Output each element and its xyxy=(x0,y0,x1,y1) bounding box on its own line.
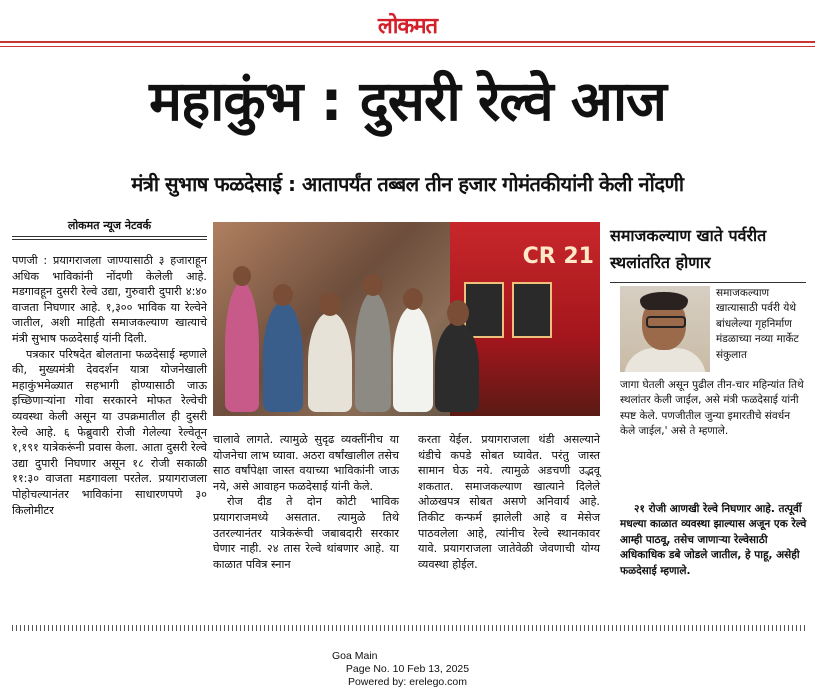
paragraph: करता येईल. प्रयागराजला थंडी असल्याने थंडीचे कपडे सोबत घ्यावेत. परंतु जास्त सामान घेऊ नये. त्यामुळे अडचणी उद्भवू शकतात. समाजकल्याण खात्याने दिलेले ओळखपत्र सोबत असणे अनिवार्य आहे. तिकीट कन्फर्म झालेली आहे व मेसेज पाठवलेला आहे, त्यांनीच रेल्वे स्थानकावर यावे. प्रयागराजला जातेवेळी जेवणाची योग्य व्यवस्था होईल. xyxy=(418,433,600,571)
portrait-hair xyxy=(640,292,688,310)
article-subheadline: मंत्री सुभाष फळदेसाई : आतापर्यंत तब्बल तीन हजार गोमंतकीयांनी केली नोंदणी xyxy=(131,172,684,196)
train-window xyxy=(464,282,504,338)
byline-rule-lower xyxy=(12,239,207,240)
sidebar-heading: समाजकल्याण खाते पर्वरीत स्थलांतरित होणार xyxy=(610,226,767,272)
sidebar-text-below-photo: जागा घेतली असून पुढील तीन-चार महिन्यांत तिथे स्थलांतर केली जाईल, असे मंत्री फळदेसाई यांनी स्पष्ट केले. पणजीतील जुन्या इमारतीचे संवर्धन केले जाईल,' असे ते म्हणाले. xyxy=(620,379,804,438)
byline: लोकमत न्यूज नेटवर्क xyxy=(67,219,152,232)
sidebar-text-beside-photo: समाजकल्याण खात्यासाठी पर्वरी येथे बांधलेल्या गृहनिर्माण मंडळाच्या नव्या मार्केट संकुलात xyxy=(716,287,799,361)
edition-label: Goa Main xyxy=(332,650,378,662)
portrait-shirt xyxy=(624,348,706,372)
person-head xyxy=(403,288,423,310)
byline-rule xyxy=(12,236,207,237)
person-head xyxy=(319,292,341,316)
footer-rule xyxy=(12,625,808,631)
train-window xyxy=(512,282,552,338)
person-head xyxy=(273,284,293,306)
person-head xyxy=(233,266,251,286)
paragraph-lead: पणजी : प्रयागराजला जाण्यासाठी ३ हजाराहून अधिक भाविकांनी नोंदणी केलेली आहे. मडगावहून दुसरी रेल्वे उद्या, गुरुवारी दुपारी ४:४० वाजता निघणार आहे. १,३०० भाविक या रेल्वेने जातील, अशी माहिती समाजकल्याण खात्याचे मंत्री सुभाष फळदेसाई यांनी दिली. xyxy=(12,254,207,345)
person xyxy=(435,322,479,412)
person xyxy=(263,302,303,412)
news-photo xyxy=(213,222,600,416)
person xyxy=(393,306,433,412)
masthead-rule xyxy=(0,41,815,43)
portrait-glasses xyxy=(646,316,686,328)
article-headline: महाकुंभ : दुसरी रेल्वे आज xyxy=(149,69,666,133)
person-head xyxy=(447,300,469,326)
masthead-rule-thin xyxy=(0,46,815,47)
train-label: CR 21 xyxy=(522,244,594,269)
paragraph: पत्रकार परिषदेत बोलताना फळदेसाई म्हणाले की, मुख्यमंत्री देवदर्शन यात्रा योजनेखाली महाकुंभमेळ्यात सहभागी होण्यासाठी जाऊ इच्छिणाऱ्यांना गोवा सरकारने मोफत रेल्वेची व्यवस्था केली असून या उपक्रमातील ही दुसरी रेल्वे आहे. ६ फेब्रुवारी रोजी गेलेल्या रेल्वेतून १,१९१ यात्रेकरूंनी प्रवास केला. आता दुसरी रेल्वे उद्या दुपारी निघणार असून १८ रोजी सकाळी ११:३० वाजता मडगावला परतेल. प्रयागराजला पोहोचल्यानंतर भाविकांना साधारणपणे ३० किलोमीटर xyxy=(12,347,207,517)
paragraph: चालावे लागते. त्यामुळे सुदृढ व्यक्तींनीच या योजनेचा लाभ घ्यावा. अठरा वर्षांखालील तसेच साठ वर्षांपेक्षा जास्त वयाच्या भाविकांनी जाऊ नये, असे आवाहन फळदेसाई यांनी केले. xyxy=(213,433,399,493)
page-info: Page No. 10 Feb 13, 2025 xyxy=(345,663,470,675)
sidebar-rule xyxy=(610,282,806,283)
article-column-2 xyxy=(213,432,399,572)
minister-portrait xyxy=(620,286,710,372)
newspaper-logo: लोकमत xyxy=(377,14,438,39)
paragraph: रोज दीड ते दोन कोटी भाविक प्रयागराजमध्ये असतात. त्यामुळे तिथे उतरल्यानंतर यात्रेकरूंची जबाबदारी सरकार घेणार नाही. २४ तास रेल्वे थांबणार आहे. या काळात पवित्र स्नान xyxy=(213,495,399,571)
person xyxy=(308,312,352,412)
article-column-3 xyxy=(418,432,600,572)
person xyxy=(225,282,259,412)
person xyxy=(355,292,391,412)
footer xyxy=(0,663,815,689)
article-column-1 xyxy=(12,253,207,518)
sidebar-bold-paragraph: २१ रोजी आणखी रेल्वे निघणार आहे. तत्पूर्वी मधल्या काळात व्यवस्था झाल्यास अजून एक रेल्वे आम्ही पाठवू, तसेच जाणाऱ्या रेल्वेसाठी अधिकाधिक डबे जोडले जातील, हे पाहू, असेही फळदेसाई म्हणाले. xyxy=(620,503,807,577)
person-head xyxy=(363,274,383,296)
powered-by: Powered by: erelego.com xyxy=(347,676,468,688)
